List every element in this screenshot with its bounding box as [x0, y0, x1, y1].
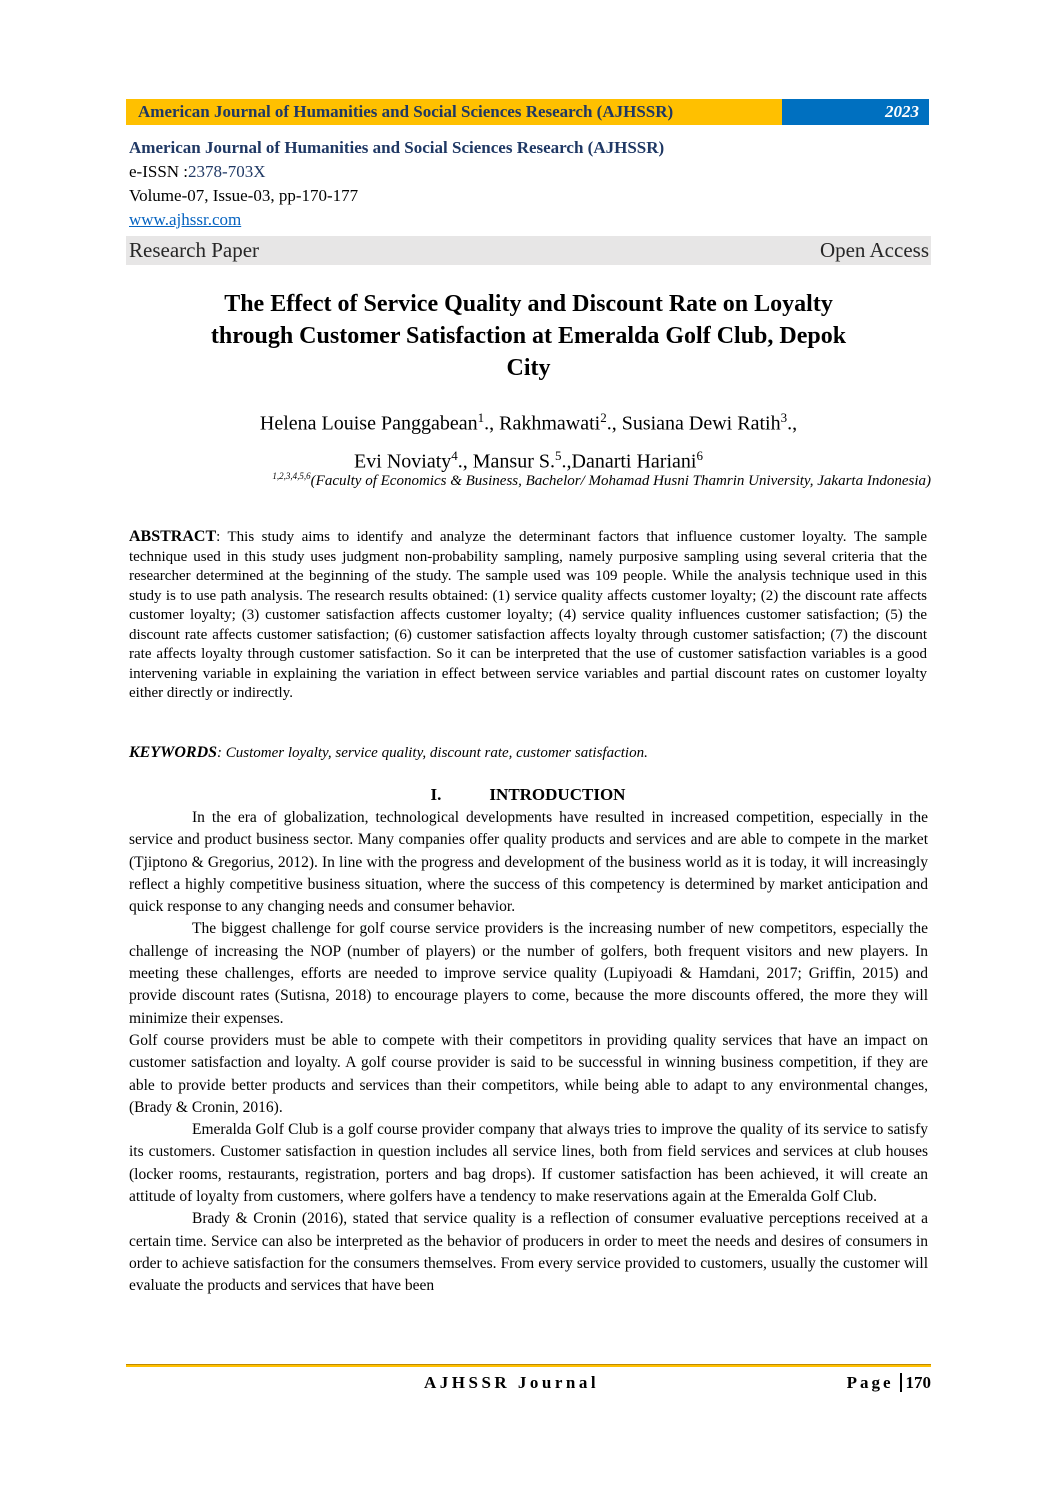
section-number: I. — [430, 785, 442, 804]
affiliation-marks: 1,2,3,4,5,6 — [272, 471, 311, 481]
affiliation-text: (Faculty of Economics & Business, Bachelor/ Mohamad Husni Thamrin University, Jakarta Indonesia) — [310, 473, 931, 489]
abstract — [129, 527, 927, 704]
author-name: Evi Noviaty — [354, 450, 452, 473]
author-affil-mark: 4 — [451, 447, 458, 463]
issn-line — [129, 160, 664, 184]
author-line — [126, 402, 931, 440]
title-line: through Customer Satisfaction at Emeralda Golf Club, Depok — [210, 323, 847, 349]
paragraph: Emeralda Golf Club is a golf course provider company that always tries to improve the quality of its service to satisfy its customers. Customer satisfaction in question includes all service lines, both from field services and services at club houses (locker rooms, restaurants, registration, porters and bag drops). If customer satisfaction has been achieved, it will create an attitude of loyalty from customers, where golfers have a tendency to make reservations again at the Emeralda Golf Club. — [129, 1121, 928, 1206]
keywords-text: : Customer loyalty, service quality, discount rate, customer satisfaction. — [217, 745, 648, 761]
section-title: INTRODUCTION — [489, 785, 626, 804]
paragraph: The biggest challenge for golf course service providers is the increasing number of new competitors, especially the challenge of increasing the NOP (number of players) or the number of golfers, both frequent visitors and new players. In meeting these challenges, efforts are needed to improve service quality (Lupiyoadi & Hamdani, 2017; Griffin, 2015) and provide discount rates (Sutisna, 2018) to encourage players to come, because the more discounts offered, the more they will minimize their expenses. — [129, 920, 928, 1027]
header-journal-name: American Journal of Humanities and Social Sciences Research (AJHSSR) — [126, 99, 782, 125]
author-name: ., Susiana Dewi Ratih — [606, 412, 781, 435]
author-affil-mark: 1 — [477, 410, 485, 425]
paper-title — [126, 288, 931, 384]
title-line: City — [506, 355, 551, 381]
paper-type-bar — [126, 236, 931, 265]
paragraph: Golf course providers must be able to compete with their competitors in providing quality services that have an impact on customer satisfaction and loyalty. A golf course provider is said to be successful in winning business competition, if they are able to provide better products and services than their competitors, while being able to adapt to any environmental changes, (Brady & Cronin, 2016). — [129, 1031, 928, 1116]
footer-journal: AJHSSR Journal — [424, 1373, 600, 1392]
volume-issue: Volume-07, Issue-03, pp-170-177 — [129, 186, 359, 205]
title-line: The Effect of Service Quality and Discount Rate on Loyalty — [224, 291, 833, 317]
author-affil-mark: 5 — [555, 447, 562, 463]
paper-type-label: Research Paper — [129, 238, 260, 262]
author-separator: ., — [787, 412, 798, 435]
page-number: 170 — [905, 1373, 931, 1392]
author-affil-mark: 2 — [600, 410, 607, 425]
journal-name: American Journal of Humanities and Social Sciences Research (AJHSSR) — [129, 138, 665, 157]
keywords-label: KEYWORDS — [129, 744, 218, 761]
header-year: 2023 — [782, 99, 929, 125]
author-name: .,Danarti Hariani — [561, 450, 697, 473]
website-link[interactable]: www.ajhssr.com — [129, 210, 242, 229]
author-name: ., Mansur S. — [457, 450, 555, 473]
access-label: Open Access — [819, 238, 929, 262]
author-affil-mark: 6 — [696, 447, 703, 463]
page-footer — [126, 1373, 931, 1399]
author-name: ., Rakhmawati — [484, 412, 601, 435]
journal-info — [129, 136, 664, 232]
abstract-label: ABSTRACT — [129, 528, 217, 545]
footer-separator — [900, 1373, 902, 1392]
introduction-body — [129, 807, 928, 1298]
paragraph: Brady & Cronin (2016), stated that service quality is a reflection of consumer evaluative perceptions received at a certain time. Service can also be interpreted as the behavior of producers in order to meet the needs and desires of consumers in order to achieve satisfaction for the consumers themselves. From every service provided to customers, usually the customer will evaluate the products and services that have been — [129, 1210, 928, 1295]
issn-number: 2378-703X — [188, 162, 266, 181]
footer-page-label: Page — [846, 1373, 894, 1392]
footer-divider — [126, 1364, 931, 1367]
paragraph: In the era of globalization, technological developments have resulted in increased competition, especially in the service and product business sector. Many companies offer quality products and services and are able to compete in the market (Tjiptono & Gregorius, 2012). In line with the progress and development of the business world as it is today, it will increasingly reflect a highly competitive business situation, where the success of this competency is determined by market anticipation and quick response to any changing needs and consumer behavior. — [129, 809, 928, 916]
issn-label: e-ISSN : — [129, 162, 189, 181]
journal-header-bar — [126, 99, 929, 125]
abstract-text: : This study aims to identify and analyze the determinant factors that influence customer loyalty. The sample technique used in this study uses judgment non-probability sampling, namely purposive sampling using several criteria that the researcher determined at the beginning of the study. The sample used was 109 people. While the analysis technique used in this study is to use path analysis. The research results obtained: (1) service quality affects customer loyalty; (2) the discount rate affects customer loyalty; (3) customer satisfaction affects customer loyalty; (4) service quality influences customer satisfaction; (5) the discount rate affects customer satisfaction; (6) customer satisfaction affects loyalty through customer satisfaction; (7) the discount rate affects loyalty through customer satisfaction. So it can be interpreted that the use of customer satisfaction variables is a good intervening variable in explaining the variation in effect between service variables and partial discount rates on customer loyalty either directly or indirectly. — [129, 529, 927, 701]
author-name: Helena Louise Panggabean — [259, 412, 478, 435]
footer-page — [847, 1373, 931, 1393]
section-heading — [129, 785, 927, 805]
author-affil-mark: 3 — [780, 410, 788, 425]
keywords — [129, 743, 927, 763]
affiliation — [126, 466, 931, 491]
